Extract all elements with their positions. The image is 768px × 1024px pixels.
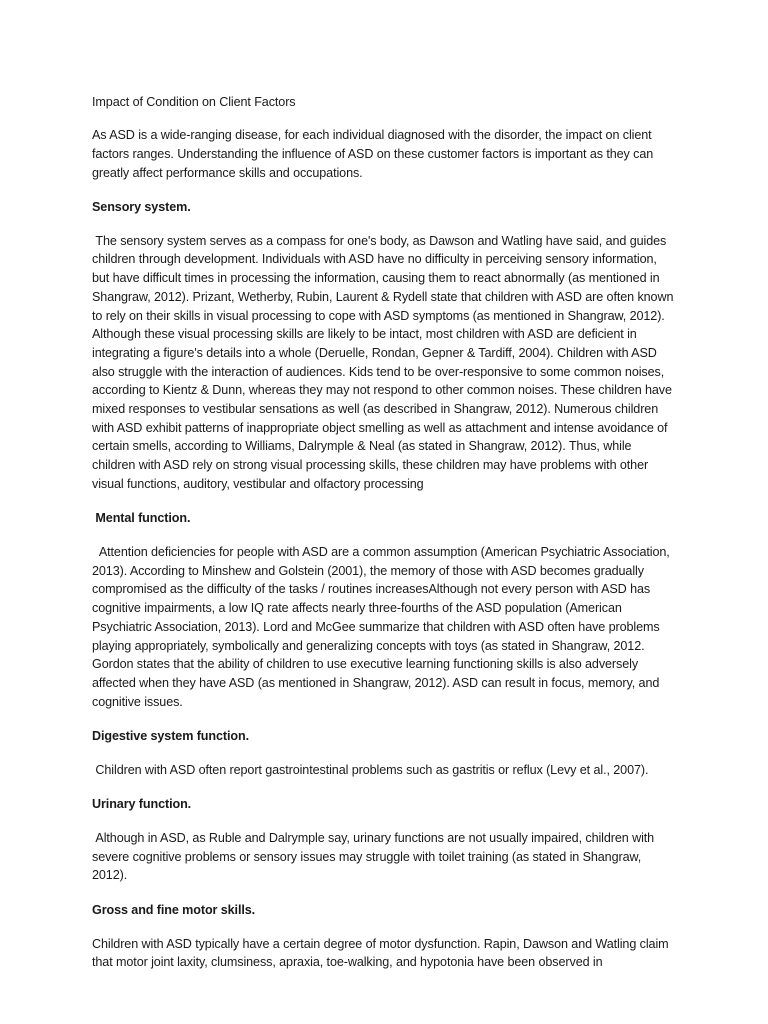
section-body-urinary: Although in ASD, as Ruble and Dalrymple say, urinary functions are not usually impaired, children with severe cognitive problems or sensory issues may struggle with toilet training (as stated in Shangraw, 2012). [92, 831, 658, 883]
section-body-motor: Children with ASD typically have a certain degree of motor dysfunction. Rapin, Dawson and Watling claim that motor joint laxity, clumsiness, apraxia, toe-walking, and hypotonia have been observed in [92, 936, 672, 970]
section-heading-sensory: Sensory system. [92, 199, 191, 214]
section-body-sensory: The sensory system serves as a compass for one's body, as Dawson and Watling have said, and guides children through development. Individuals with ASD have no difficulty in perceiving sensory information, but have difficult times in processing the information, causing them to react abnormally (as mentioned in Shangraw, 2012). Prizant, Wetherby, Rubin, Laurent & Rydell state that children with ASD are often known to rely on their skills in visual processing to cope with ASD symptoms (as mentioned in Shangraw, 2012). Although these visual processing skills are likely to be intact, most children with ASD are deficient in integrating a figure's details into a whole (Deruelle, Rondan, Gepner & Tardiff, 2004). Children with ASD also struggle with the interaction of audiences. Kids tend to be over-responsive to some common noises, according to Kientz & Dunn, whereas they may not respond to other common noises. These children have mixed responses to vestibular sensations as well (as described in Shangraw, 2012). Numerous children with ASD exhibit patterns of inappropriate object smelling as well as attachment and intense avoidance of certain smells, according to Williams, Dalrymple & Neal (as stated in Shangraw, 2012). Thus, while children with ASD rely on strong visual processing skills, these children may have problems with other visual functions, auditory, vestibular and olfactory processing [92, 233, 677, 491]
section-body-digestive: Children with ASD often report gastrointestinal problems such as gastritis or reflux (Levy et al., 2007). [92, 762, 649, 777]
section-heading-digestive: Digestive system function. [92, 728, 249, 743]
intro-paragraph: As ASD is a wide-ranging disease, for each individual diagnosed with the disorder, the impact on client factors ranges. Understanding the influence of ASD on these customer factors is important as they can greatly affect performance skills and occupations. [92, 128, 657, 180]
section-body-mental: Attention deficiencies for people with ASD are a common assumption (American Psychiatric Association, 2013). According to Minshew and Golstein (2001), the memory of those with ASD becomes gradually compromised as the difficulty of the tasks / routines increasesAlthough not every person with ASD has cognitive impairments, a low IQ rate affects nearly three-fourths of the ASD population (American Psychiatric Association, 2013). Lord and McGee summarize that children with ASD often have problems playing appropriately, symbolically and generalizing concepts with toys (as stated in Shangraw, 2012. Gordon states that the ability of children to use executive learning functioning skills is also adversely affected when they have ASD (as mentioned in Shangraw, 2012). ASD can result in focus, memory, and cognitive issues. [92, 545, 674, 709]
section-heading-urinary: Urinary function. [92, 796, 192, 811]
document-title: Impact of Condition on Client Factors [92, 95, 296, 109]
section-heading-motor: Gross and fine motor skills. [92, 902, 256, 917]
section-heading-mental: Mental function. [92, 510, 191, 525]
document-body [92, 93, 677, 987]
